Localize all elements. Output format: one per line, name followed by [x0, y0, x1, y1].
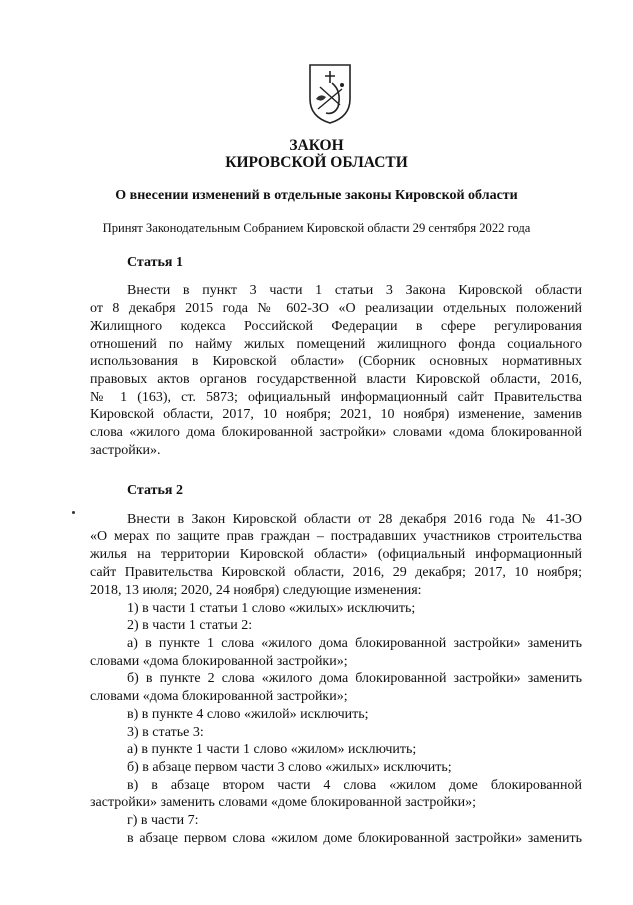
article-1-line: Внести в пункт 3 части 1 статьи 3 Закона Кировской области	[127, 283, 582, 298]
article-1-line: Кировской области, 2017, 10 ноября; 2021, 10 ноября) изменение, заменив	[90, 407, 582, 422]
article-2-line: словами «дома блокированной застройки»;	[90, 654, 348, 669]
article-2-line: жилья на территории Кировской области» (официальный информационный	[90, 547, 582, 562]
article-2-item: в абзаце первом слова «жилом доме блокированной застройки» заменить	[127, 831, 582, 846]
law-subtitle: О внесении изменений в отдельные законы Кировской области	[115, 188, 518, 203]
article-2-line: 2018, 13 июля; 2020, 24 ноября) следующие изменения:	[90, 583, 422, 598]
article-2-item: 2) в части 1 статьи 2:	[127, 618, 253, 633]
scan-speck	[72, 511, 75, 514]
article-2-item: а) в пункте 1 части 1 слово «жилом» исключить;	[127, 742, 417, 757]
article-2-line: Внести в Закон Кировской области от 28 декабря 2016 года № 41-ЗО	[127, 512, 582, 527]
law-title: ЗАКОН	[289, 137, 344, 154]
article-1-line: от 8 декабря 2015 года № 602-ЗО «О реализации отдельных положений	[90, 301, 582, 316]
article-2-item: в) в пункте 4 слово «жилой» исключить;	[127, 707, 369, 722]
article-2-item: б) в абзаце первом части 3 слово «жилых» исключить;	[127, 760, 452, 775]
article-2-item: 1) в части 1 статьи 1 слово «жилых» исключить;	[127, 601, 416, 616]
article-1-line: отношений по найму жилых помещений жилищного фонда социального	[90, 337, 582, 352]
adoption-note: Принят Законодательным Собранием Кировской области 29 сентября 2022 года	[102, 221, 531, 235]
article-2-item: а) в пункте 1 слова «жилого дома блокированной застройки» заменить	[127, 636, 582, 651]
article-1-line: застройки».	[90, 443, 161, 458]
article-2-heading: Статья 2	[127, 483, 183, 498]
article-2-item: б) в пункте 2 слова «жилого дома блокированной застройки» заменить	[127, 671, 582, 686]
article-2-line: словами «дома блокированной застройки»;	[90, 689, 348, 704]
article-1-heading: Статья 1	[127, 255, 183, 270]
article-2-item: 3) в статье 3:	[127, 725, 204, 740]
article-1-line: Жилищного кодекса Российской Федерации в сфере регулирования	[90, 319, 582, 334]
article-2-item: г) в части 7:	[127, 813, 199, 828]
region-title: КИРОВСКОЙ ОБЛАСТИ	[225, 154, 408, 171]
article-1-line: использования в Кировской области» (Сборник основных нормативных	[90, 354, 582, 369]
article-2-line: сайт Правительства Кировской области, 2016, 29 декабря; 2017, 10 ноября;	[90, 565, 582, 580]
article-1-line: слова «жилого дома блокированной застройки» словами «дома блокированной	[90, 425, 582, 440]
article-1-line: № 1 (163), ст. 5873; официальный информационный сайт Правительства	[90, 390, 582, 405]
article-2-line: «О мерах по защите прав граждан – пострадавших участников строительства	[90, 529, 582, 544]
article-2-item: в) в абзаце втором части 4 слова «жилом доме блокированной	[127, 778, 582, 793]
article-1-line: правовых актов органов государственной власти Кировской области, 2016,	[90, 372, 582, 387]
article-2-line: застройки» заменить словами «доме блокированной застройки»;	[90, 795, 477, 810]
kirov-oblast-coat-of-arms-icon	[306, 63, 354, 125]
